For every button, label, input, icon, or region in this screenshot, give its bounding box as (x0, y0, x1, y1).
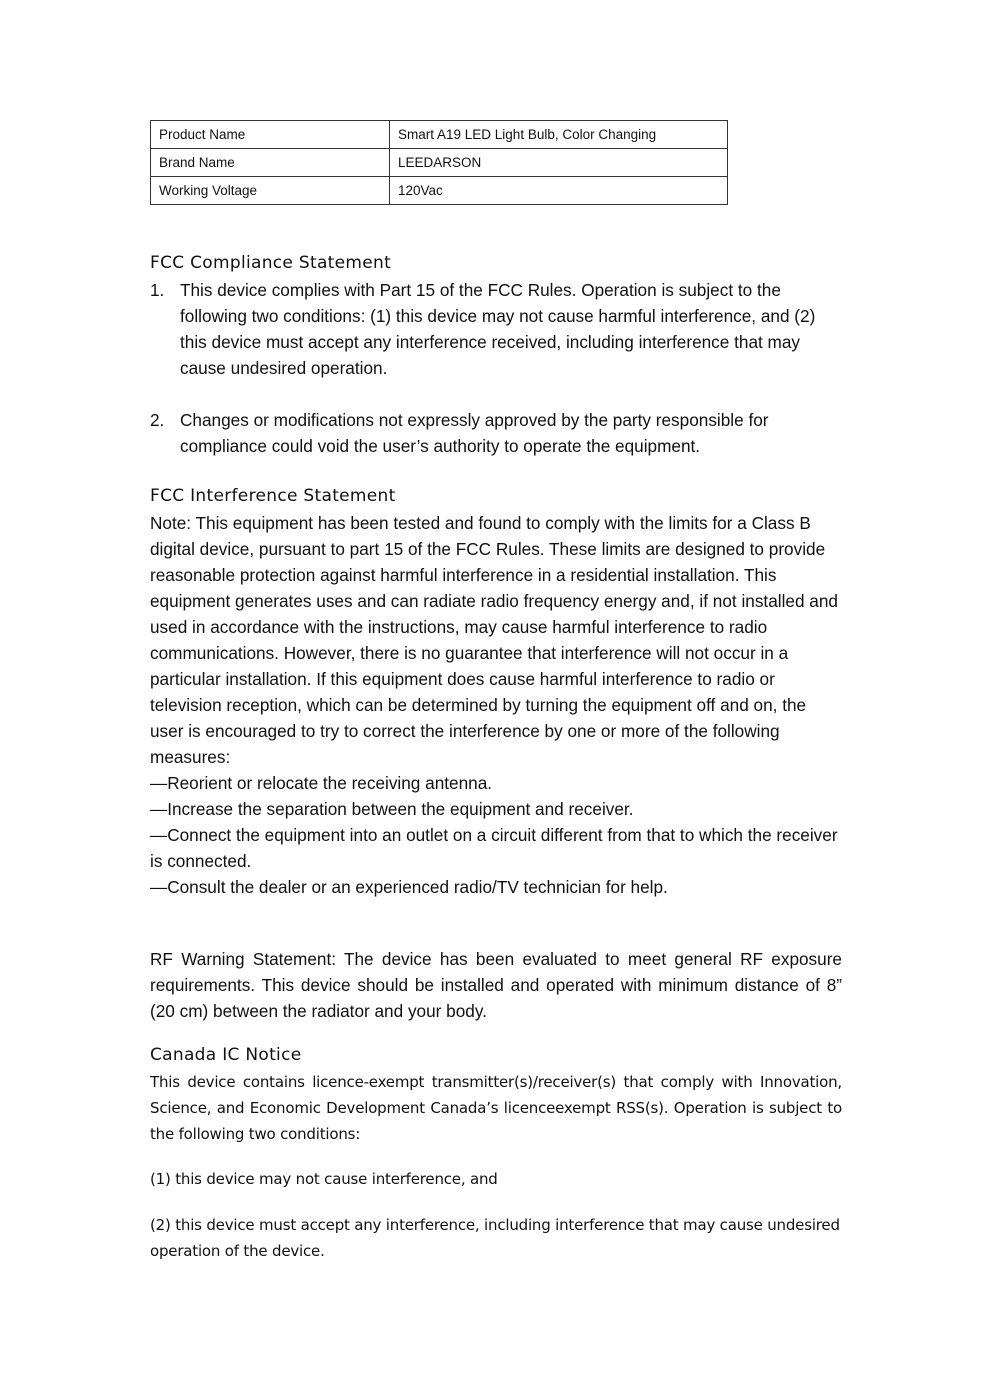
spec-label: Working Voltage (151, 177, 390, 205)
canada-ic-condition-2: (2) this device must accept any interference, including interference that may cause undesired operation of the device. (150, 1216, 840, 1260)
measure-item: —Connect the equipment into an outlet on a circuit different from that to which the receiver is connected. (150, 825, 838, 871)
product-spec-table (150, 120, 728, 205)
table-row (151, 121, 728, 149)
list-number: 1. (150, 280, 165, 300)
fcc-compliance-list (150, 277, 842, 459)
spec-label: Brand Name (151, 149, 390, 177)
measure-item: —Reorient or relocate the receiving antenna. (150, 773, 493, 793)
table-row (151, 149, 728, 177)
canada-ic-condition-1: (1) this device may not cause interference, and (150, 1170, 498, 1188)
list-text: Changes or modifications not expressly approved by the party responsible for compliance could void the user’s authority to operate the equipment. (180, 410, 769, 456)
fcc-interference-body (150, 510, 842, 900)
list-item (150, 277, 842, 381)
fcc-compliance-heading: FCC Compliance Statement (150, 253, 392, 273)
list-item (150, 407, 842, 459)
fcc-note-paragraph: Note: This equipment has been tested and found to comply with the limits for a Class B digital device, pursuant to part 15 of the FCC Rules. These limits are designed to provide reasonable protection against harmful interference in a residential installation. This equipment generates uses and can radiate radio frequency energy and, if not installed and used in accordance with the instructions, may cause harmful interference to radio communications. However, there is no guarantee that interference will not occur in a particular installation. If this equipment does cause harmful interference to radio or television reception, which can be determined by turning the equipment off and on, the user is encouraged to try to correct the interference by one or more of the following measures: (150, 513, 838, 767)
table-row (151, 177, 728, 205)
list-number: 2. (150, 410, 165, 430)
canada-ic-intro: This device contains licence-exempt transmitter(s)/receiver(s) that comply with Innovation, Science, and Economic Development Canada’s licenceexempt RSS(s). Operation is subject to the following two conditions: (150, 1073, 842, 1143)
measure-item: —Consult the dealer or an experienced radio/TV technician for help. (150, 877, 668, 897)
spec-value: 120Vac (390, 177, 728, 205)
fcc-interference-heading: FCC Interference Statement (150, 486, 396, 506)
spec-label: Product Name (151, 121, 390, 149)
rf-warning-paragraph: RF Warning Statement: The device has been evaluated to meet general RF exposure requirements. This device should be installed and operated with minimum distance of 8” (20 cm) between the radiator and your body. (150, 949, 842, 1021)
list-text: This device complies with Part 15 of the FCC Rules. Operation is subject to the following two conditions: (1) this device may not cause harmful interference, and (2) this device must accept any interference received, including interference that may cause undesired operation. (180, 280, 816, 378)
measure-item: —Increase the separation between the equipment and receiver. (150, 799, 634, 819)
spec-value: Smart A19 LED Light Bulb, Color Changing (390, 121, 728, 149)
spec-value: LEEDARSON (390, 149, 728, 177)
canada-ic-heading: Canada IC Notice (150, 1045, 302, 1065)
